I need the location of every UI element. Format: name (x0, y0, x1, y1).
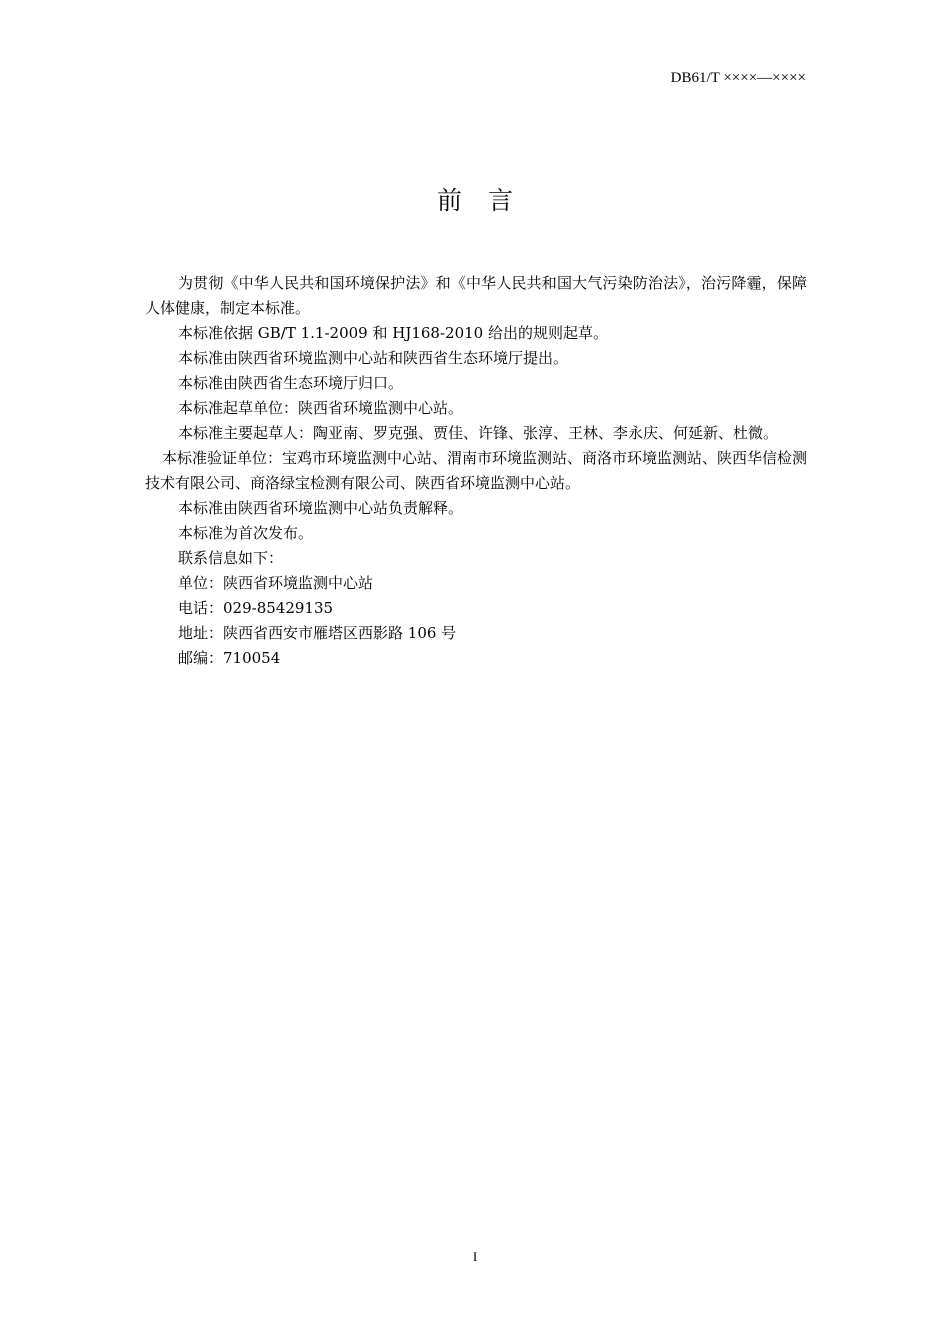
contact-phone: 电话：029-85429135 (178, 599, 334, 617)
standard-code: DB61/T ××××—×××× (670, 70, 806, 86)
paragraph-verification-units: 本标准验证单位：宝鸡市环境监测中心站、渭南市环境监测站、商洛市环境监测站、陕西华信检测技术有限公司、商洛绿宝检测有限公司、陕西省环境监测中心站。 (145, 449, 808, 492)
paragraph-drafting-unit: 本标准起草单位：陕西省环境监测中心站。 (178, 399, 464, 417)
paragraph-first-release: 本标准为首次发布。 (178, 524, 314, 542)
paragraph-purpose: 为贯彻《中华人民共和国环境保护法》和《中华人民共和国大气污染防治法》，治污降霾，保障人体健康，制定本标准。 (145, 274, 807, 317)
contact-unit: 单位：陕西省环境监测中心站 (178, 574, 374, 592)
paragraph-contact-heading: 联系信息如下： (178, 549, 284, 567)
contact-address: 地址：陕西省西安市雁塔区西影路 106 号 (178, 624, 457, 642)
paragraph-interpretation: 本标准由陕西省环境监测中心站负责解释。 (178, 499, 464, 517)
paragraph-drafting-rules: 本标准依据 GB/T 1.1-2009 和 HJ168-2010 给出的规则起草。 (178, 324, 608, 342)
contact-postcode: 邮编：710054 (178, 649, 281, 667)
paragraph-proposer: 本标准由陕西省环境监测中心站和陕西省生态环境厅提出。 (178, 349, 569, 367)
foreword-body (145, 271, 807, 671)
paragraph-drafters: 本标准主要起草人：陶亚南、罗克强、贾佳、许锋、张淳、王林、李永庆、何延新、杜微。 (178, 424, 779, 442)
page-title: 前言 (436, 186, 539, 215)
paragraph-administrator: 本标准由陕西省生态环境厅归口。 (178, 374, 404, 392)
page-number: I (472, 1249, 478, 1264)
